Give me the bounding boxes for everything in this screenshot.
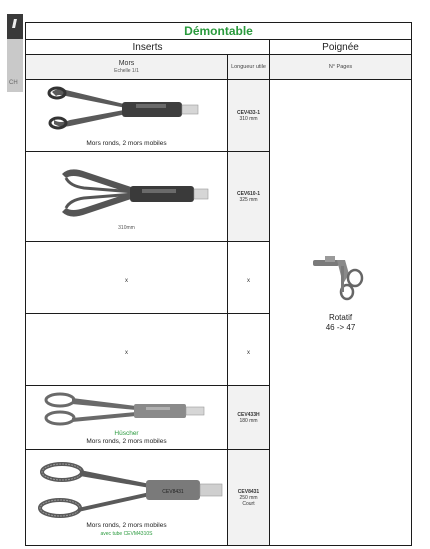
insert-image-cell bbox=[26, 314, 228, 386]
reference-length: 250 mm bbox=[239, 494, 258, 501]
reference-length: 325 mm bbox=[239, 196, 258, 203]
section-code: CH bbox=[9, 80, 18, 86]
table-title: Démontable bbox=[26, 23, 412, 40]
insert-image-cell bbox=[26, 450, 228, 546]
empty-mark: x bbox=[125, 277, 128, 284]
handle-label: Rotatif bbox=[328, 313, 353, 322]
insert-image-cell bbox=[26, 386, 228, 450]
reference-length: 310 mm bbox=[239, 115, 258, 122]
table-row bbox=[26, 80, 412, 152]
subheader-mors-label: Mors bbox=[118, 60, 135, 67]
insert-caption: Mors ronds, 2 mors mobiles bbox=[86, 438, 167, 445]
section-marker-icon bbox=[7, 14, 23, 39]
subheader-pages bbox=[270, 55, 412, 80]
insert-caption: Mors ronds, 2 mors mobiles bbox=[86, 522, 167, 529]
subheader-length bbox=[228, 55, 270, 80]
header-inserts: Inserts bbox=[26, 40, 270, 55]
empty-mark: x bbox=[125, 349, 128, 356]
reference-extra: Court bbox=[242, 500, 255, 507]
empty-mark: x bbox=[247, 277, 250, 284]
reference-code: CEV433H bbox=[237, 411, 260, 418]
insert-image-cell bbox=[26, 242, 228, 314]
reference-code: CEV610-1 bbox=[236, 190, 261, 197]
reference-cell bbox=[228, 314, 270, 386]
reference-code: CEV433-1 bbox=[236, 109, 261, 116]
subheader-pages-label: N° Pages bbox=[328, 64, 353, 70]
insert-image-cell bbox=[26, 80, 228, 152]
handle-group bbox=[270, 250, 411, 333]
insert-image-cell bbox=[26, 152, 228, 242]
subheader-scale: Echelle 1/1 bbox=[114, 68, 139, 74]
engraving-text: CEV8431 bbox=[162, 489, 184, 495]
subheader-mors bbox=[26, 55, 228, 80]
handle-pages: 46 -> 47 bbox=[325, 323, 356, 332]
handle-cell bbox=[270, 80, 412, 546]
insert-name: Hüscher bbox=[114, 430, 139, 437]
reference-length: 180 mm bbox=[239, 417, 258, 424]
insert-note: avec tube CEVM4310S bbox=[100, 531, 153, 537]
reference-cell bbox=[228, 450, 270, 546]
insert-caption: 310mm bbox=[118, 225, 135, 231]
insert-caption: Mors ronds, 2 mors mobiles bbox=[86, 140, 167, 147]
header-poignee: Poignée bbox=[270, 40, 412, 55]
product-table bbox=[25, 22, 412, 546]
reference-code: CEV8431 bbox=[237, 488, 260, 495]
reference-cell bbox=[228, 80, 270, 152]
reference-cell bbox=[228, 152, 270, 242]
section-side-tab bbox=[7, 14, 23, 92]
reference-cell bbox=[228, 242, 270, 314]
empty-mark: x bbox=[247, 349, 250, 356]
subheader-length-label: Longueur utile bbox=[231, 64, 266, 70]
reference-cell bbox=[228, 386, 270, 450]
rotary-handle-icon bbox=[311, 250, 371, 302]
